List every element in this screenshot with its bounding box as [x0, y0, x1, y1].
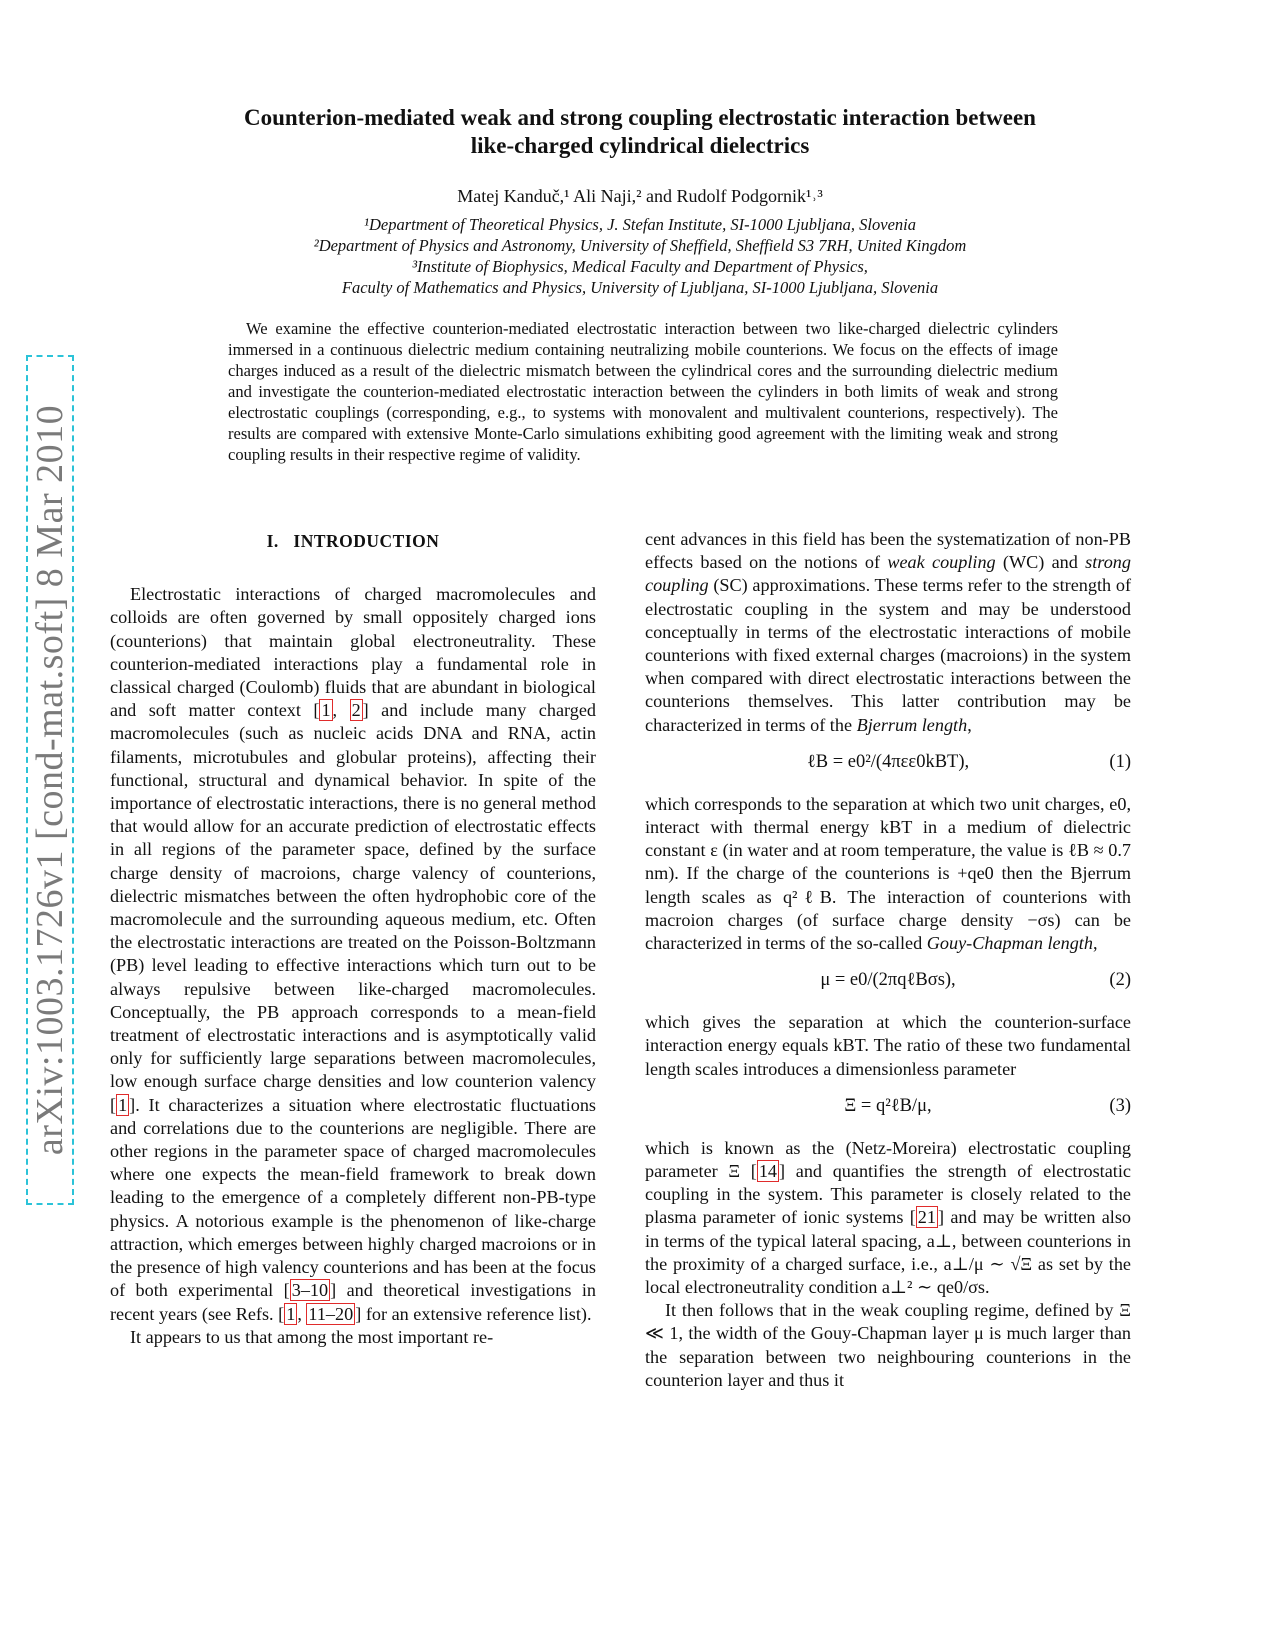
equation-number: (2) [1109, 970, 1131, 991]
text-run: and include many charged macromolecules (such as nucleic acids DNA and RNA, actin filaments, microtubules and globular proteins), affecting their functional, structural and dynamical behavior. In spite of the importance of electrostatic interactions, there is no general method that would allow for an accurate prediction of electrostatic effects in all regions of the parameter space, defined by the surface charge density of macroions, charge valency of counterions, dielectric mismatches between the often hydrophobic core of the macromolecule and the surrounding aqueous medium, etc. Often the electrostatic interactions are treated on the Poisson-Boltzmann (PB) level leading to effective interactions which turn out to be always repulsive between like-charged macromolecules. Conceptually, the PB approach corresponds to a mean-field treatment of electrostatic interactions and is asymptotically valid only for sufficiently large separations between macromolecules, low enough surface charge densities and low counterion valency [110, 700, 596, 1092]
text-run: for an extensive reference list). [361, 1303, 592, 1324]
text-run: which is known as the (Netz-Moreira) electrostatic coupling parameter Ξ [645, 1137, 1131, 1182]
affiliations [130, 214, 1150, 298]
citation-link[interactable]: 1 [118, 1094, 128, 1115]
intro-paragraph-2: It appears to us that among the most important re- [130, 1326, 494, 1347]
arxiv-identifier[interactable]: arXiv:1003.1726v1 [cond-mat.soft] 8 Mar 2010 [29, 404, 71, 1156]
right-paragraph-2 [645, 793, 1131, 955]
equation-2 [645, 955, 1131, 1011]
equation-3 [645, 1081, 1131, 1137]
affiliation-3: ³Institute of Biophysics, Medical Faculty and Department of Physics, [412, 257, 868, 276]
citation-link[interactable]: 11–20 [308, 1303, 354, 1324]
abstract: We examine the effective counterion-mediated electrostatic interaction between two like-charged dielectric cylinders immersed in a continuous dielectric medium containing neutralizing mobile counterions. We focus on the effects of image charges induced as a result of the dielectric mismatch between the cylindrical cores and the surrounding dielectric medium and investigate the counterion-mediated electrostatic interaction between the cylinders in both limits of weak and strong electrostatic couplings (corresponding, e.g., to systems with monovalent and multivalent counterions, respectively). The results are compared with extensive Monte-Carlo simulations exhibiting good agreement with the limiting weak and strong coupling results in their respective regime of validity. [228, 319, 1058, 464]
citation-link[interactable]: 1 [321, 700, 331, 721]
affiliation-4: Faculty of Mathematics and Physics, University of Ljubljana, SI-1000 Ljubljana, Slovenia [341, 278, 939, 297]
right-column [645, 528, 1131, 1392]
equation-number: (3) [1109, 1095, 1131, 1116]
equation-expression: μ = e0/(2πqℓBσs), [820, 970, 956, 991]
text-run: cent advances in this field has been the systematization of non-PB effects based on the notions of [645, 529, 1131, 573]
author-list: Matej Kanduč,¹ Ali Naji,² and Rudolf Podgornik¹˒³ [457, 186, 823, 206]
text-run: (SC) approximations. These terms refer to the strength of electrostatic coupling in the system and may be understood conceptually in terms of the electrostatic interactions of mobile counterions with fixed external charges (macroions) in the system when compared with direct electrostatic interactions between the counterions themselves. This latter contribution may be characterized in terms of the [645, 575, 1131, 735]
section-heading [110, 530, 596, 553]
left-column [110, 530, 596, 1349]
equation-expression: Ξ = q²ℓB/μ, [844, 1095, 932, 1116]
affiliation-2: ²Department of Physics and Astronomy, University of Sheffield, Sheffield S3 7RH, United Kingdom [313, 236, 967, 255]
paper-title [130, 104, 1150, 160]
affiliation-1: ¹Department of Theoretical Physics, J. Stefan Institute, SI-1000 Ljubljana, Slovenia [364, 215, 916, 234]
citation-link[interactable]: 2 [351, 700, 361, 721]
equation-1 [645, 737, 1131, 793]
text-run: , [967, 714, 972, 735]
emphasis: Bjerrum length [856, 714, 968, 735]
emphasis: weak coupling [887, 552, 996, 573]
intro-paragraph-1: Electrostatic interactions of charged macromolecules and colloids are often governed by small oppositely charged ions (counterions) that maintain global electroneutrality. These counterion-mediated interactions play a fundamental role in classical charged (Coulomb) fluids that are abundant in biological and soft matter context [ 1 , 2 ] and include many charged macromolecules (such as nucleic acids DNA and RNA, actin filaments, microtubules and globular proteins), affecting their functional, structural and dynamical behavior. In spite of the importance of electrostatic interactions, there is no general method that would allow for an accurate prediction of electrostatic effects in all regions of the parameter space, defined by the surface charge density of macroions, charge valency of counterions, dielectric mismatches between the often hydrophobic core of the macromolecule and the surrounding aqueous medium, etc. Often the electrostatic interactions are treated on the Poisson-Boltzmann (PB) level leading to effective interactions which turn out to be always repulsive between like-charged macromolecules. Conceptually, the PB approach corresponds to a mean-field treatment of electrostatic interactions and is asymptotically valid only for sufficiently large separations between macromolecules, low enough surface charge densities and low counterion valency [ 1 ]. It characterizes a situation where electrostatic fluctuations and correlations due to the counterions are negligible. There are other regions in the parameter space of charged macromolecules where one expects the mean-field framework to break down leading to the emergence of a completely different non-PB-type physics. A notorious example is the phenomenon of like-charge attraction, which emerges between highly charged macroions or in the presence of high valency counterions and has been at the focus of both experimental [ 3–10 ] and theoretical investigations in recent years (see Refs. [ 1 , 11–20 ] for an extensive reference list). [110, 584, 596, 1324]
title-line-2: like-charged cylindrical dielectrics [470, 133, 810, 158]
right-paragraph-3: which gives the separation at which the counterion-surface interaction energy equals kBT. The ratio of these two fundamental length scales introduces a dimensionless parameter [645, 1012, 1131, 1079]
right-paragraph-5: It then follows that in the weak coupling regime, defined by Ξ ≪ 1, the width of the Gouy-Chapman layer μ is much larger than the separation between two neighbouring counterions in the counterion layer and thus it [645, 1300, 1131, 1390]
right-paragraph-4: which is known as the (Netz-Moreira) electrostatic coupling parameter Ξ [ 14 ] and quantifies the strength of electrostatic coupling in the system. This parameter is closely related to the plasma parameter of ionic systems [ 21 ] and may be written also in terms of the typical lateral spacing, a⊥, between counterions in the proximity of a charged surface, i.e., a⊥/μ ∼ √Ξ as set by the local electroneutrality condition a⊥² ∼ qe0/σs. [645, 1137, 1131, 1298]
title-line-1: Counterion-mediated weak and strong coupling electrostatic interaction between [244, 105, 1036, 130]
text-run: and may be written also in terms of the typical lateral spacing, a⊥, between counterions in the proximity of a charged surface, i.e., a⊥/μ ∼ √Ξ as set by the local electroneutrality condition a⊥² ∼ qe0/σs. [645, 1207, 1131, 1298]
section-number: I. [266, 531, 279, 551]
emphasis: Gouy-Chapman length [926, 933, 1093, 954]
right-paragraph-1 [645, 528, 1131, 737]
text-run: (WC) and [995, 552, 1086, 573]
equation-expression: ℓB = e0²/(4πεε0kBT), [806, 751, 970, 772]
text-run: , [1092, 933, 1098, 954]
section-title: INTRODUCTION [293, 531, 440, 551]
text-run: and quantifies the strength of electrostatic coupling in the system. This parameter is closely related to the plasma parameter of ionic systems [645, 1161, 1131, 1228]
emphasis: strong coupling [645, 552, 1131, 596]
citation-link[interactable]: 21 [917, 1207, 936, 1228]
text-run: Electrostatic interactions of charged macromolecules and colloids are often governed by small oppositely charged ions (counterions) that maintain global electroneutrality. These counterion-mediated interactions play a fundamental role in classical charged (Coulomb) fluids that are abundant in biological and soft matter context [110, 584, 596, 721]
citation-link[interactable]: 3–10 [291, 1280, 329, 1301]
text-run: and theoretical investigations in recent years (see Refs. [110, 1280, 596, 1324]
text-run: which corresponds to the separation at which two unit charges, e0, interact with thermal energy kBT in a medium of dielectric constant ε (in water and at room temperature, the value is ℓB ≈ 0.7 nm). If the charge of the counterions is +qe0 then the Bjerrum length scales as q²ℓB. The interaction of counterions with macroion charges (of surface charge density −σs) can be characterized in terms of the so-called [645, 793, 1131, 954]
citation-link[interactable]: 1 [286, 1303, 296, 1324]
text-run: . It characterizes a situation where electrostatic fluctuations and correlations due to the counterions are negligible. There are other regions in the parameter space of charged macromolecules where one expects the mean-field framework to break down leading to the emergence of a completely different non-PB-type physics. A notorious example is the phenomenon of like-charge attraction, which emerges between highly charged macroions or in the presence of high valency counterions and has been at the focus of both experimental [110, 1094, 596, 1301]
citation-link[interactable]: 14 [758, 1161, 778, 1182]
equation-number: (1) [1109, 751, 1131, 772]
